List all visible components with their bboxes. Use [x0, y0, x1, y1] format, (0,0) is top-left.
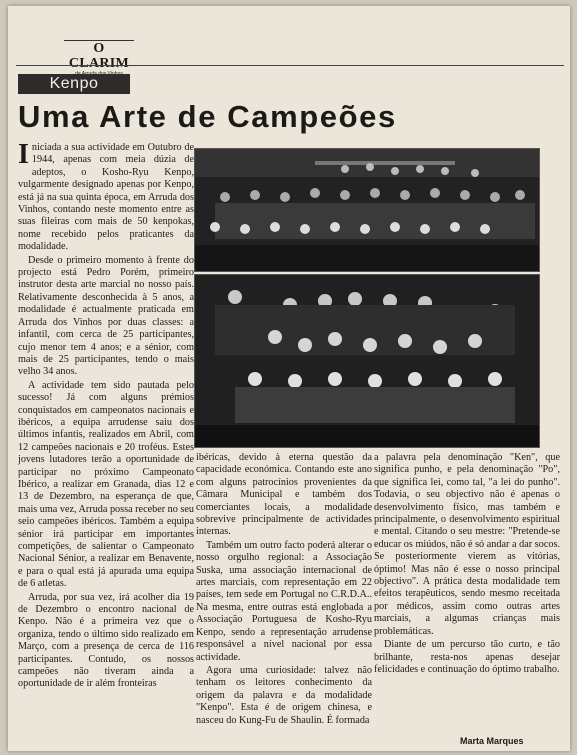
masthead-name: O CLARIM [68, 41, 130, 71]
article-column-middle [196, 452, 372, 748]
paragraph-2: Desde o primeiro momento à frente do projecto está Pedro Porém, primeiro instrutor desta arte marcial no nosso país. Relativamente desconhecida à 5 anos, a modalidade é actualmente praticada em Arruda dos Vinhos por duas classes: a infantil, com cerca de 25 participantes, cujo menor tem 4 anos; e a sénior, com mais de 25 participantes, tendo o mais velho 34 anos. [18, 254, 194, 378]
group-photo-bottom [194, 274, 540, 448]
header-divider [16, 65, 564, 66]
newspaper-masthead [64, 40, 134, 71]
paragraph-3: A actividade tem sido pautada pelo sucesso! Já com alguns prémios conquistados em campeonatos nacionais e ibéricos, a equipa arrudense saiu dos últimos infantis, realizados em Abril, com 12 campeões nacionais e 20 troféus. Estes jovens lutadores terão a oportunidade de participar no próximo Campeonato Ibérico, a realizar em Granada, dias 12 e 13 de Dezembro, na esperança de que, mais uma vez, Arruda possa receber no seu seio campeões ibéricos. Também a equipa sénior irá participar em importantes competições, de salientar o Campeonato Nacional Sénior, a realizar em Benavente, e para o qual está já apurada uma equipa de 6 atletas. [18, 379, 194, 590]
group-photo-top-image [195, 149, 539, 271]
paragraph-7: Agora uma curiosidade: talvez não tenham os leitores conhecimento da origem da palavra e da modalidade "Kenpo". Esta é de origem chinesa, e nasceu do Kung-Fu de Shaulin. É formada [196, 664, 372, 726]
article-headline: Uma Arte de Campeões [18, 99, 397, 134]
article-column-right [374, 452, 560, 748]
section-label: Kenpo [18, 74, 130, 94]
paragraph-9: Diante de um percurso tão curto, e tão brilhante, resta-nos apenas desejar felicidades e continuação do óptimo trabalho. [374, 639, 560, 675]
paragraph-6: Também um outro facto poderá alterar o nosso orgulho regional: a Associação Suska, uma associação internacional de artes marciais, com representação em 22 países, tem sede em Portugal no C.R.D.A.. Na mesma, entre outras está englobada a Associação Portuguesa de Kosho-Ryu Kenpo, sendo a representação arrudense responsável a nível nacional por essa actividade. [196, 539, 372, 663]
article-column-left [18, 142, 194, 747]
newspaper-page [8, 6, 570, 751]
paragraph-1-text: niciada a sua actividade em Outubro de 1944, apenas com meia dúzia de adeptos, o Kosho-Ryu Kenpo, vulgarmente designado apenas por Kenpo, está já na sua quinta época, em Arruda dos Vinhos, contando neste momento entre as suas fileiras com mais de 50 kenpokas, nome recebido pelos praticantes da modalidade. [18, 142, 194, 253]
group-photo-bottom-image [195, 275, 539, 447]
paragraph-5: ibéricas, devido à eterna questão da capacidade económica. Contando este ano com alguns patrocínios provenientes da Câmara Municipal e também dos comerciantes locais, a modalidade sobrevive principalmente de actividades internas. [196, 452, 372, 538]
drop-cap: I [18, 142, 29, 170]
group-photo-top [194, 148, 540, 272]
paragraph-1 [18, 142, 194, 254]
paragraph-8: a palavra pela denominação "Ken", que significa punho, e pela denominação "Po", que significa lei, como tal, "a lei do punho". Todavia, o seu objectivo não é apenas o desenvolvimento físico, mas também e principalmente, o desenvolvimento espiritual e mental. Citando o seu mestre: "Pretende-se educar os miúdos, não é só andar a dar socos. Se posteriormente vierem as vitórias, óptimo! Mas não é esse o nosso principal objectivo". A prática desta modalidade tem efeitos terapêuticos, sendo mesmo receitada por médicos, assim como outras artes marciais, a algumas crianças mais problemáticas. [374, 452, 560, 637]
author-signature: Marta Marques [460, 736, 524, 746]
paragraph-4: Arruda, por sua vez, irá acolher dia 19 de Dezembro o encontro nacional de Kenpo. Não é a primeira vez que o organiza, tendo o último sido realizado em Março, com a presença de cerca de 116 participantes. Contudo, os nossos campeões não tiveram ainda a oportunidade de ir além fronteiras [18, 591, 194, 690]
